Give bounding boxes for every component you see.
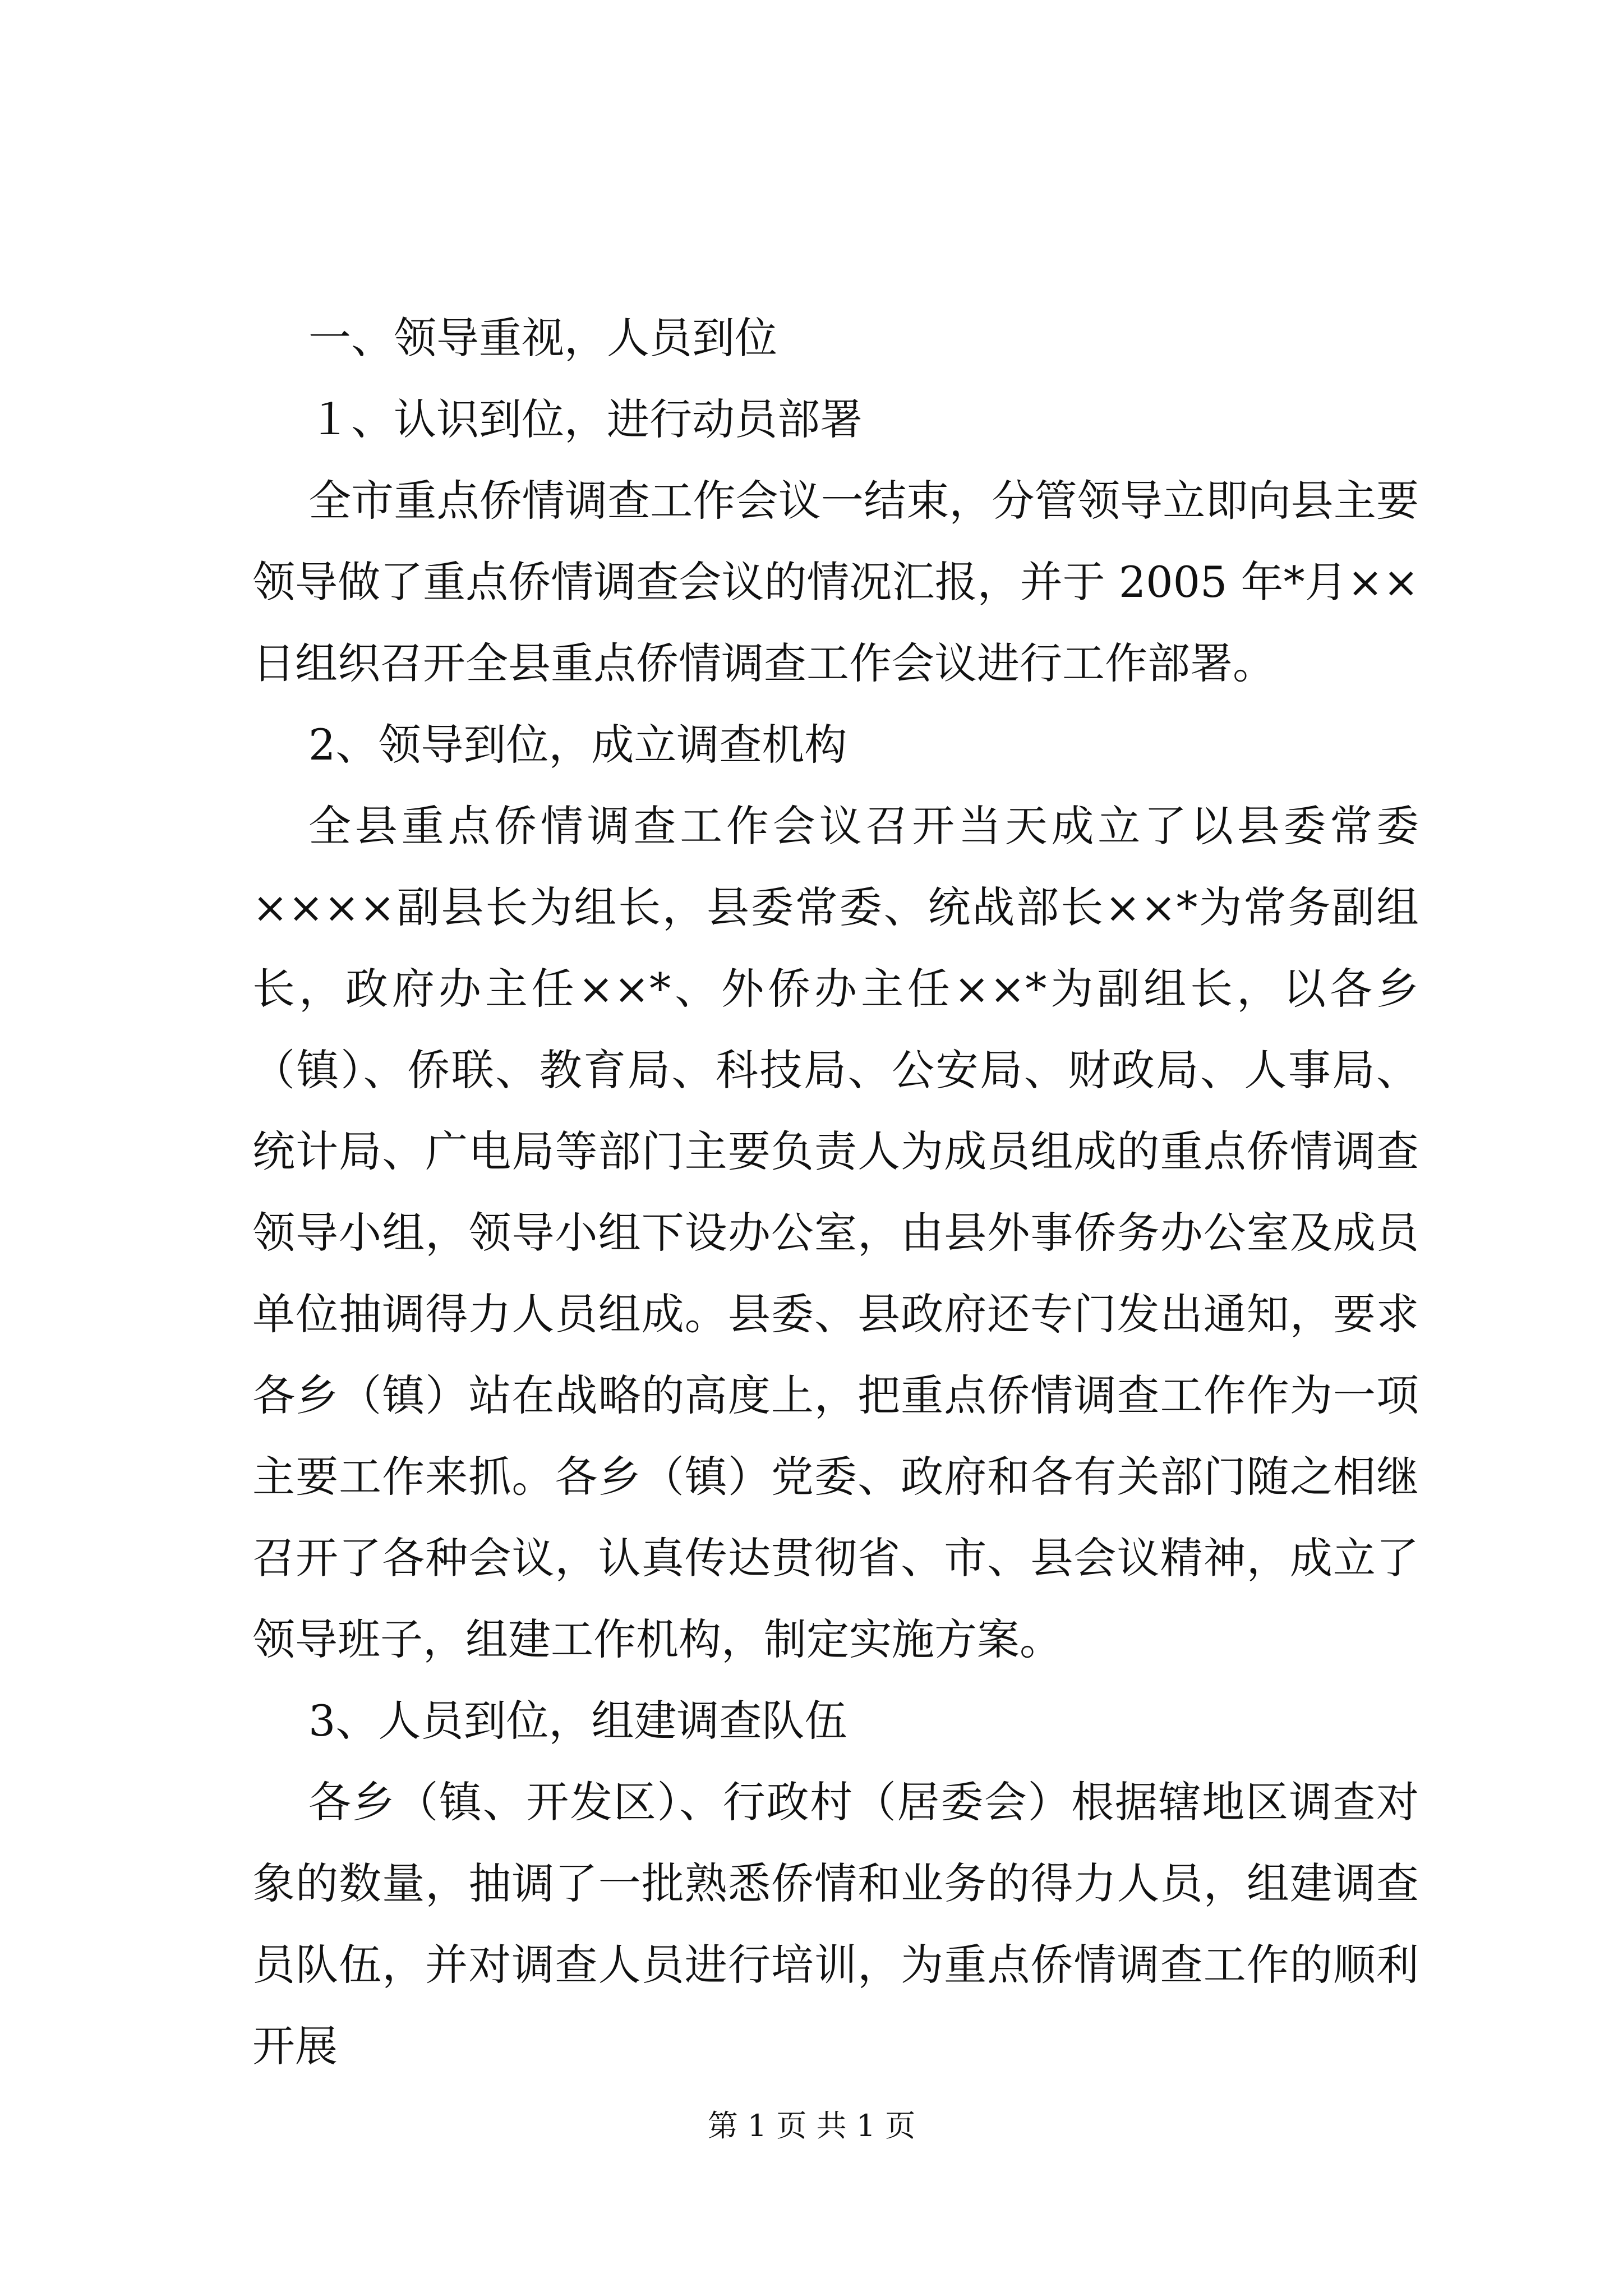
subsection-heading-1: １、认识到位，进行动员部署 bbox=[308, 394, 863, 444]
paragraph-2: 全县重点侨情调查工作会议召开当天成立了以县委常委××××副县长为组长，县委常委、统战部长××*为常务副组长，政府办主任××*、外侨办主任××*为副组长，以各乡（镇）、侨联、教育局、科技局、公安局、财政局、人事局、统计局、广电局等部门主要负责人为成员组成的重点侨情调查领导小组，领导小组下设办公室，由县外事侨务办公室及成员单位抽调得力人员组成。县委、县政府还专门发出通知，要求各乡（镇）站在战略的高度上，把重点侨情调查工作作为一项主要工作来抓。各乡（镇）党委、政府和各有关部门随之相继召开了各种会议，认真传达贯彻省、市、县会议精神，成立了领导班子，组建工作机构，制定实施方案。 bbox=[252, 801, 1419, 1664]
subsection-heading-3: 3、人员到位，组建调查队伍 bbox=[308, 1696, 847, 1746]
section-heading: 一、领导重视，人员到位 bbox=[308, 313, 777, 363]
document-body bbox=[252, 297, 1419, 2087]
paragraph-3: 各乡（镇、开发区）、行政村（居委会）根据辖地区调查对象的数量，抽调了一批熟悉侨情和业务的得力人员，组建调查员队伍，并对调查人员进行培训，为重点侨情调查工作的顺利开展 bbox=[252, 1777, 1419, 2071]
page-footer: 第 1 页 共 1 页 bbox=[707, 2108, 916, 2143]
paragraph-1: 全市重点侨情调查工作会议一结束，分管领导立即向县主要领导做了重点侨情调查会议的情况汇报，并于 2005 年*月××日组织召开全县重点侨情调查工作会议进行工作部署。 bbox=[252, 476, 1419, 688]
subsection-heading-2: 2、领导到位，成立调查机构 bbox=[308, 720, 847, 770]
